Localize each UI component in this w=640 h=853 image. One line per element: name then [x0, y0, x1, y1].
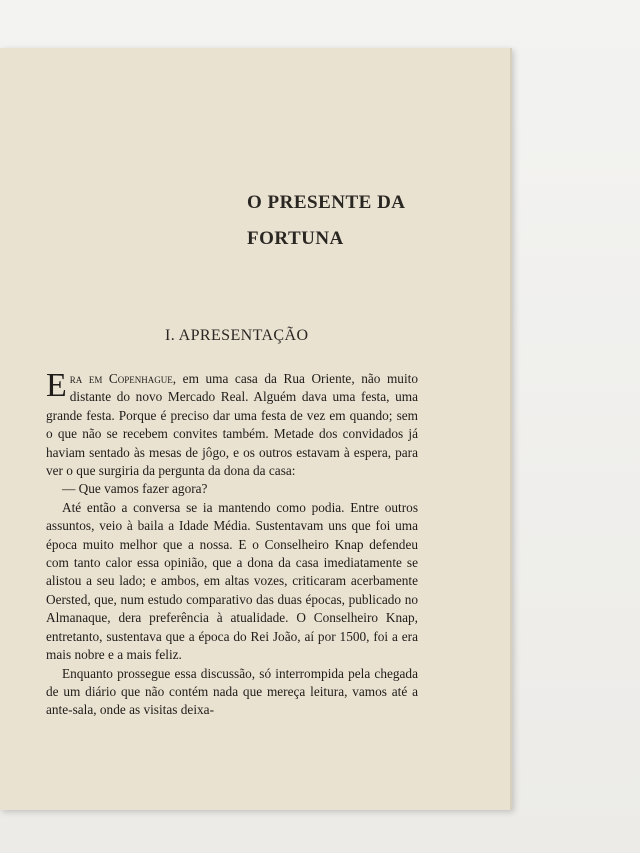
chapter-title-line-1: O PRESENTE DA — [247, 192, 406, 213]
section-heading: I. APRESENTAÇÃO — [165, 327, 309, 344]
paragraph-1-text: , em uma casa da Rua Oriente, não muito distante do novo Mercado Real. Alguém dava uma festa, uma grande festa. Porque é preciso dar uma festa de vez em quando; sem o que não se recebem convites também. Metade dos convidados já haviam sentado às mesas de jôgo, e os outros estavam à espera, para ver o que surgiria da pergunta da dona da casa: — [46, 371, 418, 479]
paragraph-2: — Que vamos fazer agora? — [62, 481, 208, 497]
paragraph-3: Até então a conversa se ia mantendo como podia. Entre outros assuntos, veio à baila a Idade Média. Sustentavam uns que foi uma época muito melhor que a nossa. E o Conselheiro Knap defendeu com tanto calor essa opinião, que a dona da casa imediatamente se alistou a seu lado; e ambos, em altas vozes, criticaram acerbamente Oersted, que, num estudo comparativo das duas épocas, publicado no Almanaque, dera preferência à atualidade. O Conselheiro Knap, entretanto, sustentava que a época do Rei João, aí por 1500, foi a era mais nobre e a mais feliz. — [46, 499, 418, 663]
drop-cap: E — [46, 367, 67, 404]
paragraph-4: Enquanto prossegue essa discussão, só interrompida pela chegada de um diário que não contém nada que mereça leitura, vamos até a ante-sala, onde as visitas deixa- — [46, 665, 418, 718]
paragraph-1 — [46, 367, 418, 480]
chapter-title-line-2: FORTUNA — [247, 228, 344, 249]
chapter-body — [46, 367, 418, 720]
chapter-title — [247, 185, 406, 257]
opening-smallcaps: ra em Copenhague — [69, 371, 173, 386]
